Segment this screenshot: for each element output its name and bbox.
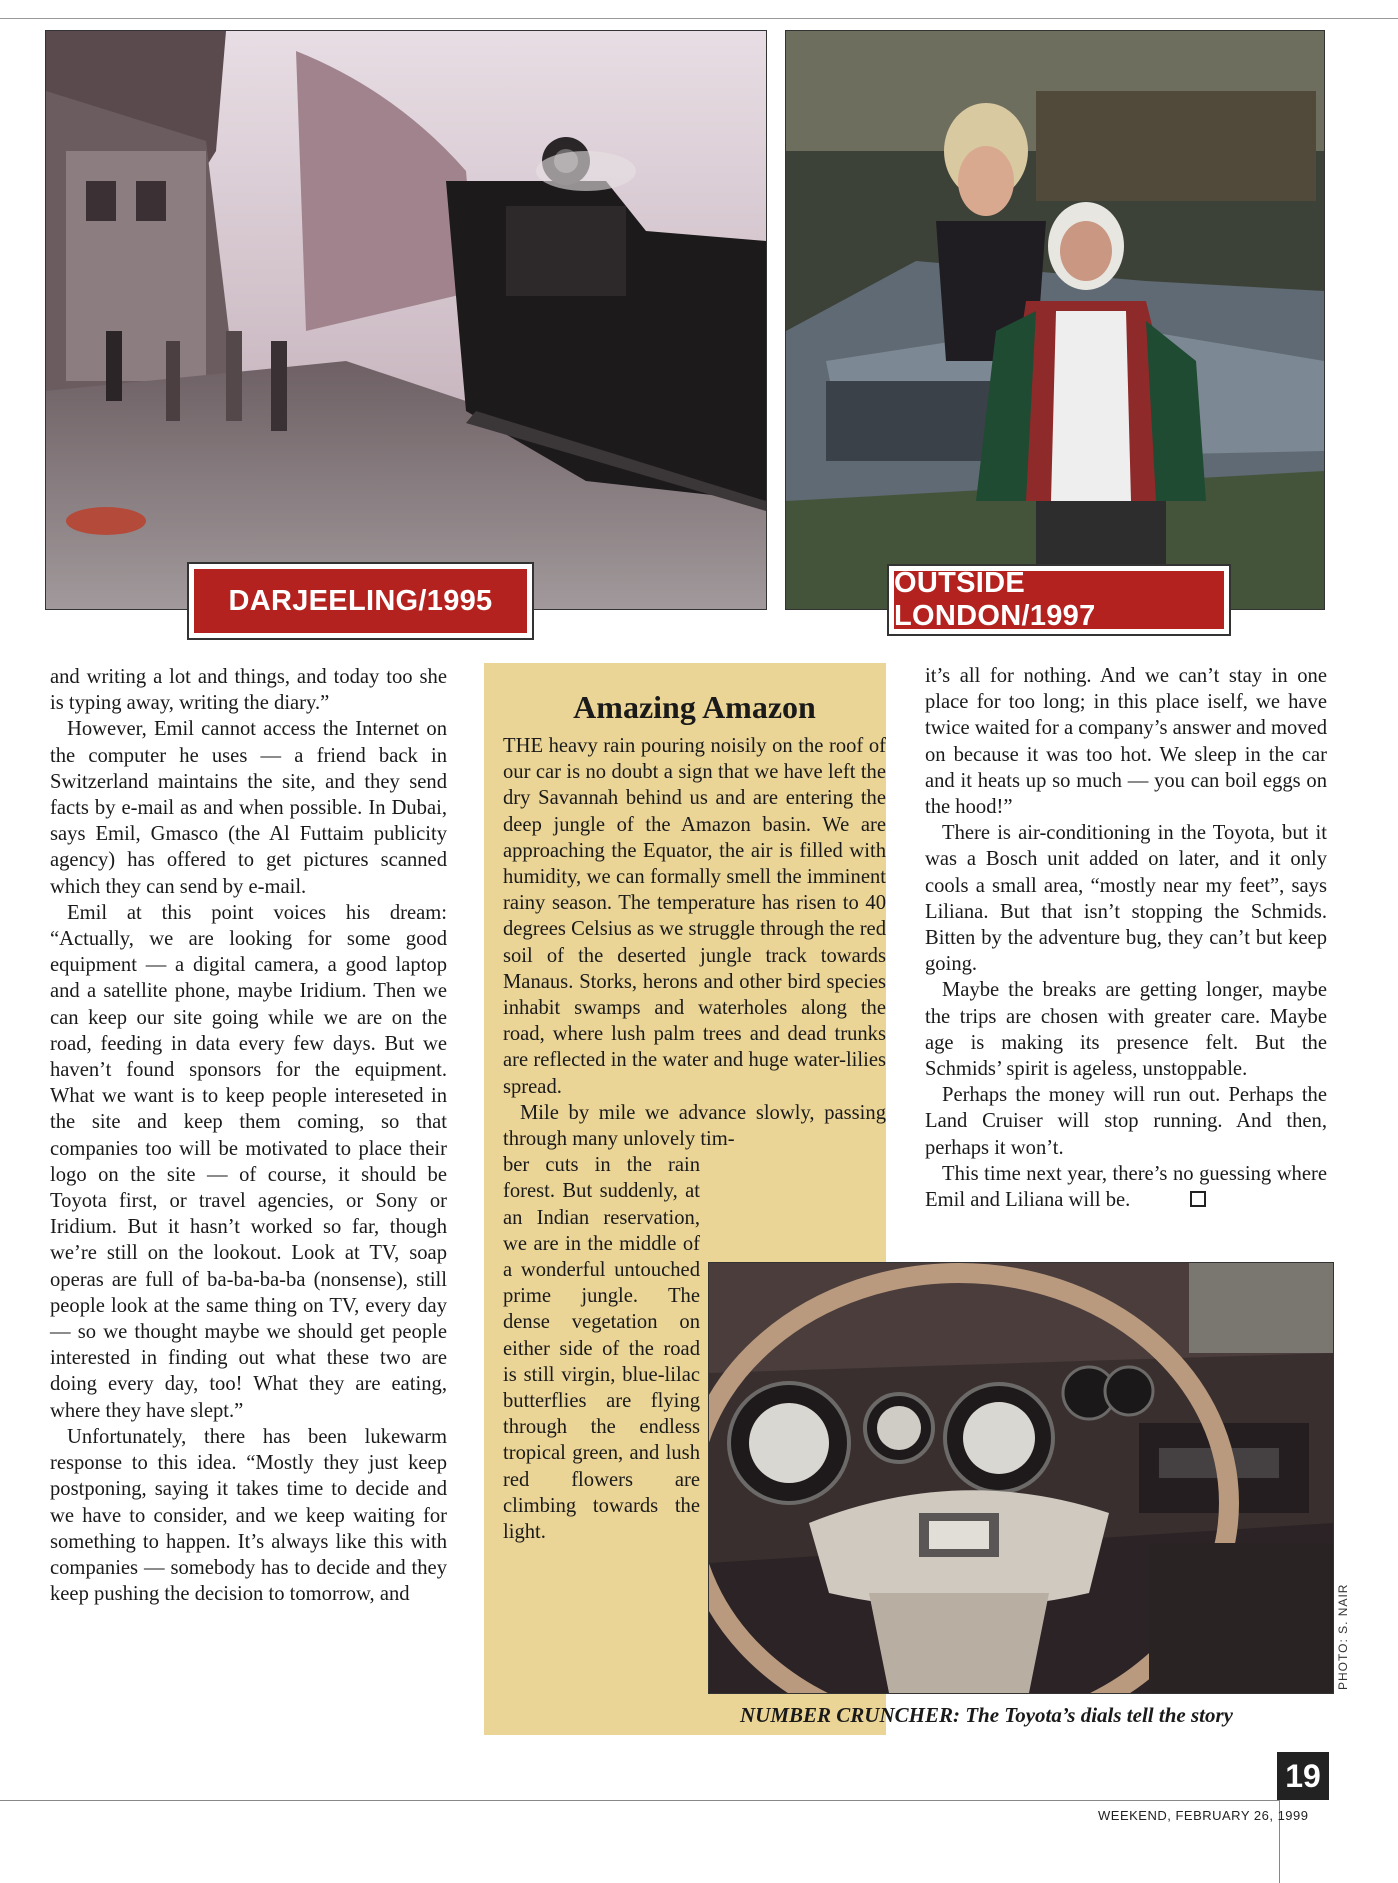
sidebar-paragraph-1: THE heavy rain pouring noisily on the roof of our car is no doubt a sign that we have left the dry Savannah behind us and are entering the deep jungle of the Amazon basin. We are approaching the Equator, the air is filled with humidity, we can formally smell the imminent rainy season. The temperature has risen to 40 degrees Celsius as we struggle through the red soil of the deserted jungle track towards Manaus. Storks, herons and other bird species inhabit swamps and waterholes along the road, where lush palm trees and dead trunks are reflected in the water and huge water-lilies spread. [503, 735, 886, 1098]
page-number: 19 [1277, 1752, 1329, 1800]
end-of-article-mark [1190, 1191, 1206, 1207]
outside-london-caption [887, 564, 1231, 636]
sidebar-paragraph-2: Mile by mile we advance slowly, passing through many unlovely tim- [503, 1101, 886, 1151]
sidebar-paragraph-2-continued: ber cuts in the rain forest. But suddenly, at an Indian reservation, we are in the middle of a wonderful untouched prime jungle. The dense vegetation on either side of the road is still virgin, blue-lilac butterflies are flying through the endless tropical green, and lush red flowers are climbing towards the light. [503, 1154, 700, 1544]
bottom-rule [0, 1800, 1280, 1801]
col1-paragraph-2: However, Emil cannot access the Internet on the computer he uses — a friend back in Switzerland maintains the site, and they send facts by e-mail as and when possible. In Dubai, says Emil, Gmasco (the Al Futtaim publicity agency) has offered to get pictures scanned which they can send by e-mail. [50, 718, 447, 898]
col1-paragraph-1: and writing a lot and things, and today too she is typing away, writing the diary.” [50, 666, 447, 715]
col1-paragraph-3: Emil at this point voices his dream: “Actually, we are looking for some good equipment — a digital camera, a good laptop and a satellite phone, maybe Iridium. Then we can keep our site going while we are on the road, feeding in data every few days. But we haven’t found sponsors for the equipment. What we want is to keep people intereseted in the site and keep them coming, so that companies too will be motivated to place their logo on the site — of course, it should be Toyota first, or travel agencies, or Sony or Iridium. But it hasn’t worked so far, though we’re still on the lookout. Look at TV, soap operas are full of ba-ba-ba-ba (nonsense), still people look at the same thing on TV, every day — so we thought maybe we should get people interested in finding out what these two are doing every day, too! What they are eating, where they have slept.” [50, 901, 447, 1422]
darjeeling-photo [45, 30, 767, 610]
dashboard-caption: NUMBER CRUNCHER: The Toyota’s dials tell the story [740, 1703, 1233, 1727]
col3-paragraph-3: Maybe the breaks are getting longer, maybe the trips are chosen with greater care. Maybe age is making its presence felt. But the Schmids’ spirit is ageless, unstoppable. [925, 979, 1327, 1081]
darjeeling-caption [187, 562, 534, 640]
article-column-3 [925, 663, 1327, 1213]
article-column-1 [50, 664, 447, 1607]
toyota-dashboard-photo [708, 1262, 1334, 1694]
col3-paragraph-5-text: This time next year, there’s no guessing where Emil and Liliana will be. [925, 1162, 1327, 1212]
publication-date-line: WEEKEND, FEBRUARY 26, 1999 [1098, 1808, 1309, 1823]
photo-credit: PHOTO: S. NAIR [1336, 1583, 1350, 1690]
col3-paragraph-4: Perhaps the money will run out. Perhaps the Land Cruiser will stop running. And then, perhaps it won’t. [925, 1084, 1327, 1159]
outside-london-photo [785, 30, 1325, 610]
darjeeling-caption-text: DARJEELING/1995 [194, 569, 527, 633]
top-rule [0, 18, 1398, 19]
outside-london-caption-text: OUTSIDE LONDON/1997 [894, 571, 1224, 629]
col3-paragraph-5 [925, 1161, 1327, 1213]
sidebar-title: Amazing Amazon [573, 689, 816, 725]
col3-paragraph-1: it’s all for nothing. And we can’t stay in one place for too long; in this place iself, we have twice waited for a company’s answer and moved on because it was too hot. We sleep in the car and it heats up so much — you can boil eggs on the hood!” [925, 665, 1328, 819]
col1-paragraph-4: Unfortunately, there has been lukewarm response to this idea. “Mostly they just keep postponing, saying it takes time to decide and we have to consider, and we keep waiting for something to happen. It’s always like this with companies — somebody has to decide and they keep pushing the decision to tomorrow, and [50, 1425, 447, 1606]
col3-paragraph-2: There is air-conditioning in the Toyota, but it was a Bosch unit added on later, and it only cools a small area, “mostly near my feet”, says Liliana. But that isn’t stopping the Schmids. Bitten by the adventure bug, they can’t but keep going. [925, 822, 1327, 976]
